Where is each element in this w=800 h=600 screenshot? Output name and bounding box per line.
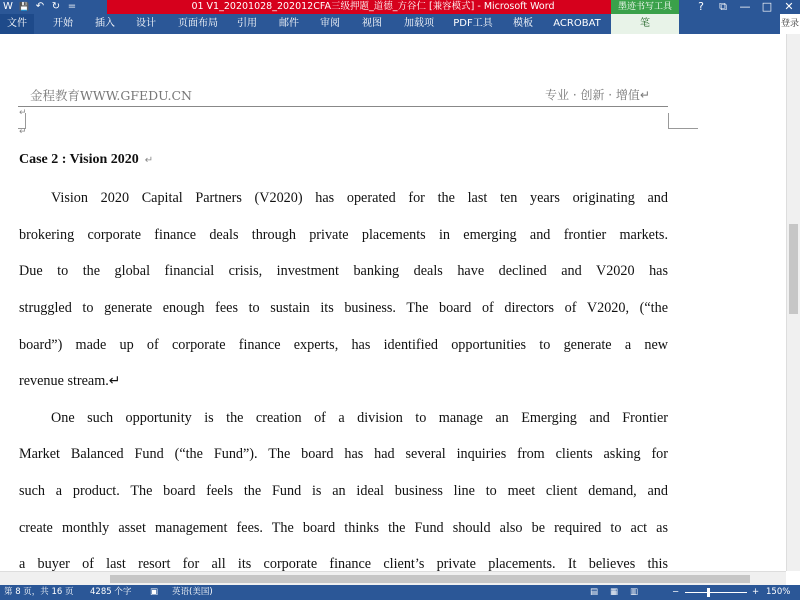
tab-template[interactable]: 模板 — [513, 18, 533, 29]
case-title — [19, 152, 153, 168]
tab-view[interactable]: 视图 — [362, 18, 382, 29]
zoom-level[interactable]: 150% — [766, 587, 791, 597]
word-app-icon[interactable]: W — [3, 1, 13, 12]
tab-design[interactable]: 设计 — [136, 18, 156, 29]
body-line: struggled to generate enough fees to sustain its business. The board of directors of V2020, (“the — [19, 300, 668, 316]
paragraph-mark: ↵ — [19, 127, 27, 137]
word-count[interactable]: 4285 个字 — [90, 587, 132, 597]
page-header-left: 金程教育WWW.GFEDU.CN — [30, 88, 192, 103]
case-title-text: Case 2 : Vision 2020 — [19, 152, 139, 167]
page-count[interactable]: 第 8 页，共 16 页 — [4, 587, 74, 597]
body-line: create monthly asset management fees. The board thinks the Fund should also be required to act as — [19, 520, 668, 536]
paragraph-mark: ↵ — [144, 155, 154, 166]
tab-page-layout[interactable]: 页面布局 — [178, 18, 218, 29]
ribbon-display-button[interactable]: ⧉ — [719, 0, 727, 13]
tab-acrobat[interactable]: ACROBAT — [553, 18, 601, 29]
body-line: such a product. The board feels the Fund is an ideal business line to meet client demand, and — [19, 483, 668, 499]
language-indicator[interactable]: 英语(美国) — [172, 587, 213, 597]
margin-corner-right — [668, 113, 698, 129]
read-mode-icon[interactable]: ▤ — [590, 587, 599, 597]
maximize-button[interactable]: □ — [761, 0, 773, 13]
body-line: board”) made up of corporate finance experts, has identified opportunities to generate a new — [19, 337, 668, 353]
help-button[interactable]: ? — [698, 0, 704, 13]
proofing-icon[interactable]: ▣ — [150, 587, 159, 597]
body-line: brokering corporate finance deals through private placements in emerging and frontier markets. — [19, 227, 668, 243]
tab-review[interactable]: 审阅 — [320, 18, 340, 29]
tab-pdf-tools[interactable]: PDF工具 — [453, 18, 493, 29]
horizontal-scroll-thumb[interactable] — [110, 575, 750, 583]
quick-access-toolbar — [0, 0, 80, 14]
redo-icon[interactable]: ↻ — [51, 1, 61, 12]
tab-insert[interactable]: 插入 — [95, 18, 115, 29]
ink-tools-context-tab: 墨迹书写工具 — [611, 0, 679, 14]
page-header-right: 专业 · 创新 · 增值↵ — [545, 88, 650, 102]
status-bar — [0, 585, 800, 600]
window-controls — [690, 0, 800, 14]
customize-qat-icon[interactable]: = — [67, 1, 77, 12]
zoom-slider-thumb[interactable] — [707, 588, 710, 597]
horizontal-scrollbar[interactable] — [0, 571, 786, 585]
tab-addins[interactable]: 加载项 — [404, 18, 434, 29]
vertical-scrollbar[interactable] — [786, 34, 800, 571]
print-layout-icon[interactable]: ▦ — [610, 587, 619, 597]
body-line: One such opportunity is the creation of a division to manage an Emerging and Frontier — [51, 410, 668, 426]
zoom-slider[interactable] — [685, 592, 747, 593]
zoom-in-button[interactable]: + — [752, 587, 760, 597]
undo-icon[interactable]: ↶ — [35, 1, 45, 12]
close-button[interactable]: ✕ — [784, 0, 794, 13]
document-canvas[interactable] — [0, 34, 786, 571]
paragraph-mark: ↵ — [19, 108, 27, 118]
web-layout-icon[interactable]: ▥ — [630, 587, 639, 597]
body-line: Vision 2020 Capital Partners (V2020) has operated for the last ten years originating and — [51, 190, 668, 206]
tab-mailings[interactable]: 邮件 — [279, 18, 299, 29]
title-bar — [0, 0, 800, 14]
zoom-out-button[interactable]: − — [672, 587, 680, 597]
window-title: 01 V1_20201028_202012CFA三级押题_道德_方谷仁 [兼容模式] - Microsoft Word — [107, 0, 639, 14]
body-line: a buyer of last resort for all its corporate finance client’s private placements. It believes this — [19, 556, 668, 571]
header-divider — [18, 106, 668, 107]
tab-file[interactable]: 文件 — [0, 14, 34, 34]
sign-in-link[interactable]: 登录 — [780, 14, 800, 34]
tab-home[interactable]: 开始 — [53, 18, 73, 29]
minimize-button[interactable]: — — [739, 0, 751, 13]
body-line: Market Balanced Fund (“the Fund”). The board has had several inquiries from clients asking for — [19, 446, 668, 462]
tab-references[interactable]: 引用 — [237, 18, 257, 29]
tab-pen[interactable]: 笔 — [611, 14, 679, 34]
vertical-scroll-thumb[interactable] — [789, 224, 798, 314]
ribbon-tab-row — [0, 14, 800, 34]
body-line: revenue stream.↵ — [19, 373, 121, 389]
save-icon[interactable]: 💾 — [19, 2, 29, 11]
body-line: Due to the global financial crisis, investment banking deals have declined and V2020 has — [19, 263, 668, 279]
